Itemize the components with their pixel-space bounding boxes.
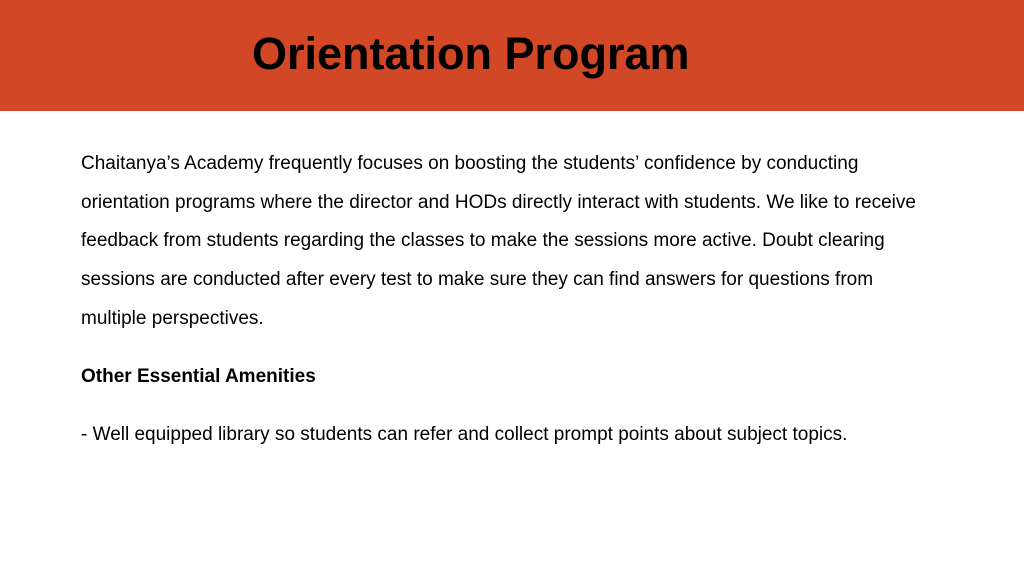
intro-paragraph: Chaitanya’s Academy frequently focuses on boosting the students’ confidence by conducting orientation programs where the director and HODs directly interact with students. We like to receive feedback from students regarding the classes to make the sessions more active. Doubt clearing sessions are conducted after every test to make sure they can find answers for questions from multiple perspectives. <box>81 153 916 329</box>
slide-title: Orientation Program <box>252 28 690 79</box>
amenity-item-library: - Well equipped library so students can refer and collect prompt points about subject topics. <box>81 424 848 446</box>
slide-body <box>81 145 921 455</box>
amenities-heading: Other Essential Amenities <box>81 365 316 387</box>
header-band <box>0 0 1024 111</box>
